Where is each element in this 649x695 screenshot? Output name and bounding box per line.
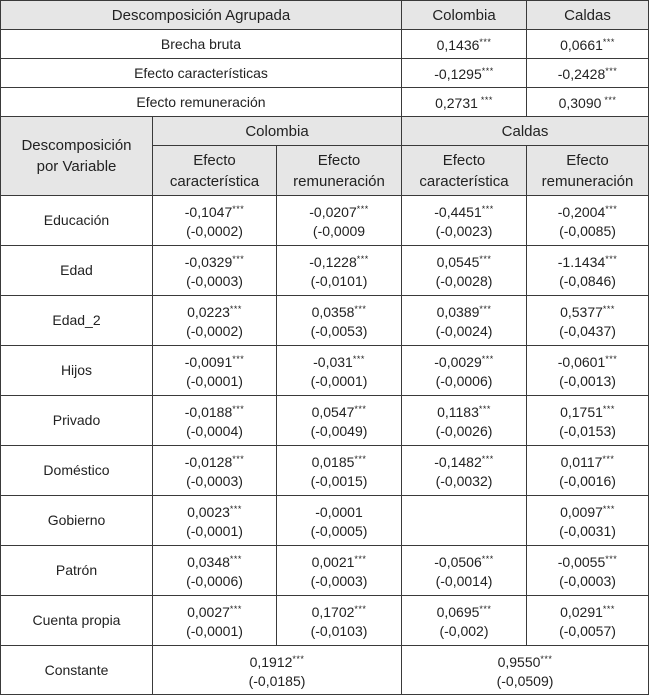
row-label: Educación: [1, 196, 153, 246]
coef-cell: -0,0001 (-0,0005): [277, 496, 402, 546]
summary-value: 0,1436***: [402, 30, 527, 59]
coef-cell: -0,0055*** (-0,0003): [527, 546, 649, 596]
table-row: [1, 196, 649, 246]
sub-header-caldas-remuneracion: Efecto remuneración: [527, 146, 649, 196]
coef-cell: 0,0021*** (-0,0003): [277, 546, 402, 596]
constant-colombia: 0,1912*** (-0,0185): [153, 646, 402, 695]
summary-row: [1, 88, 649, 117]
sub-header-caldas-caracteristica: Efecto característica: [402, 146, 527, 196]
summary-value: 0,2731 ***: [402, 88, 527, 117]
coef-cell: -0,4451*** (-0,0023): [402, 196, 527, 246]
sub-header-colombia-caracteristica: Efecto característica: [153, 146, 277, 196]
summary-value: 0,3090 ***: [527, 88, 649, 117]
coef-cell: 0,0097*** (-0,0031): [527, 496, 649, 546]
summary-row-label: Brecha bruta: [1, 30, 402, 59]
coef-cell: 0,0545*** (-0,0028): [402, 246, 527, 296]
row-label: Doméstico: [1, 446, 153, 496]
constant-row: [1, 646, 649, 695]
coef-cell: -0,0029*** (-0,0006): [402, 346, 527, 396]
coef-cell: [402, 496, 527, 546]
table-row: [1, 496, 649, 546]
coef-cell: -0,2004*** (-0,0085): [527, 196, 649, 246]
row-header: Descomposición por Variable: [1, 117, 153, 196]
coef-cell: -0,031*** (-0,0001): [277, 346, 402, 396]
group-header-colombia: Colombia: [153, 117, 402, 146]
summary-row: [1, 30, 649, 59]
table-row: [1, 296, 649, 346]
coef-cell: -0,0506*** (-0,0014): [402, 546, 527, 596]
coef-cell: 0,0223*** (-0,0002): [153, 296, 277, 346]
coef-cell: 0,0358*** (-0,0053): [277, 296, 402, 346]
detail-table: [0, 116, 649, 695]
coef-cell: -1.1434*** (-0,0846): [527, 246, 649, 296]
row-label: Privado: [1, 396, 153, 446]
coef-cell: -0,0329*** (-0,0003): [153, 246, 277, 296]
row-label: Patrón: [1, 546, 153, 596]
coef-cell: -0,0091*** (-0,0001): [153, 346, 277, 396]
coef-cell: 0,0023*** (-0,0001): [153, 496, 277, 546]
coef-cell: 0,5377*** (-0,0437): [527, 296, 649, 346]
constant-label: Constante: [1, 646, 153, 695]
sub-header-colombia-remuneracion: Efecto remuneración: [277, 146, 402, 196]
coef-cell: 0,0695*** (-0,002): [402, 596, 527, 646]
group-header-caldas: Caldas: [402, 117, 649, 146]
coef-cell: 0,0547*** (-0,0049): [277, 396, 402, 446]
coef-cell: -0,0601*** (-0,0013): [527, 346, 649, 396]
summary-header-title: Descomposición Agrupada: [1, 1, 402, 30]
table-row: [1, 246, 649, 296]
summary-value: -0,2428***: [527, 59, 649, 88]
summary-value: 0,0661***: [527, 30, 649, 59]
summary-header-caldas: Caldas: [527, 1, 649, 30]
table-row: [1, 596, 649, 646]
coef-cell: 0,0348*** (-0,0006): [153, 546, 277, 596]
summary-table: [0, 0, 649, 117]
summary-row: [1, 59, 649, 88]
coef-cell: 0,0291*** (-0,0057): [527, 596, 649, 646]
row-label: Cuenta propia: [1, 596, 153, 646]
row-label: Edad: [1, 246, 153, 296]
table-row: [1, 446, 649, 496]
coef-cell: 0,1751*** (-0,0153): [527, 396, 649, 446]
row-label: Edad_2: [1, 296, 153, 346]
summary-row-label: Efecto características: [1, 59, 402, 88]
coef-cell: 0,0117*** (-0,0016): [527, 446, 649, 496]
summary-value: -0,1295***: [402, 59, 527, 88]
coef-cell: -0,0188*** (-0,0004): [153, 396, 277, 446]
coef-cell: -0,0207*** (-0,0009: [277, 196, 402, 246]
coef-cell: 0,0027*** (-0,0001): [153, 596, 277, 646]
constant-caldas: 0,9550*** (-0,0509): [402, 646, 649, 695]
coef-cell: -0,1482*** (-0,0032): [402, 446, 527, 496]
table-row: [1, 546, 649, 596]
coef-cell: 0,0389*** (-0,0024): [402, 296, 527, 346]
coef-cell: 0,1183*** (-0,0026): [402, 396, 527, 446]
row-label: Hijos: [1, 346, 153, 396]
coef-cell: -0,1047*** (-0,0002): [153, 196, 277, 246]
summary-header-colombia: Colombia: [402, 1, 527, 30]
table-row: [1, 396, 649, 446]
coef-cell: -0,0128*** (-0,0003): [153, 446, 277, 496]
coef-cell: -0,1228*** (-0,0101): [277, 246, 402, 296]
coef-cell: 0,1702*** (-0,0103): [277, 596, 402, 646]
summary-row-label: Efecto remuneración: [1, 88, 402, 117]
coef-cell: 0,0185*** (-0,0015): [277, 446, 402, 496]
table-row: [1, 346, 649, 396]
row-label: Gobierno: [1, 496, 153, 546]
